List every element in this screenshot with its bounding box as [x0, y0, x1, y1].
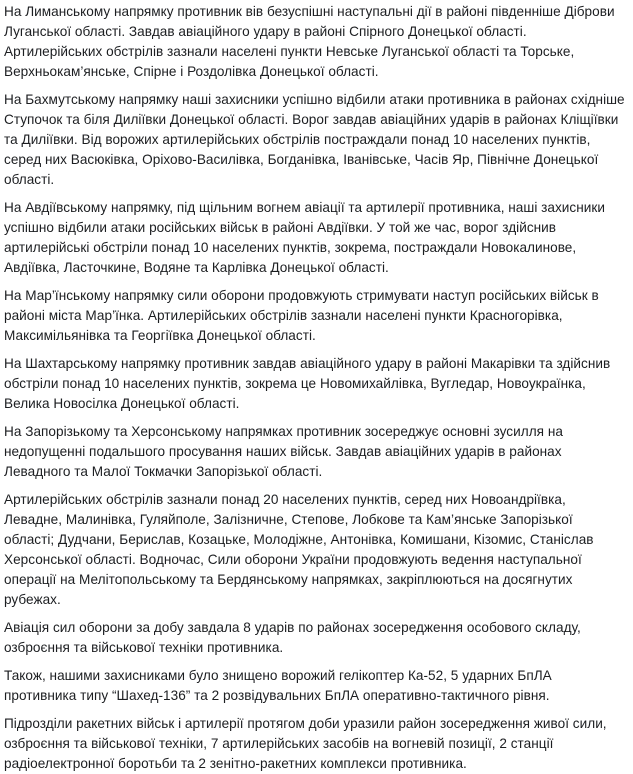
paragraph-lyman: На Лиманському напрямку противник вів безуспішні наступальні дії в районі південніше Діброви Луганської області. Завдав авіаційного удару в районі Спірного Донецької області. Артилерійських обстрілів зазнали населені пункти Невське Луганської області та Торське, Верхньокам’янське, Спірне і Роздолівка Донецької області.: [4, 4, 615, 79]
paragraph-shakhtarsk: На Шахтарському напрямку противник завдав авіаційного удару в районі Макарівки та здійснив обстріли понад 10 населених пунктів, зокрема це Новомихайлівка, Вугледар, Новоукраїнка, Велика Новосілка Донецької області.: [4, 356, 611, 411]
paragraph-missile-artillery: Підрозділи ракетних військ і артилерії протягом доби уразили район зосередження живої сили, озброєння та військової техніки, 7 артилерійських засобів на вогневій позиції, 2 станції радіоелектронної боротьби та 2 зенітно-ракетних комплекси противника.: [4, 716, 607, 771]
paragraph-artillery-shelling: Артилерійських обстрілів зазнали понад 20 населених пунктів, серед них Новоандріївка, Левадне, Малинівка, Гуляйполе, Залізничне, Степове, Лобкове та Кам’янське Запорізької області; Дудчани, Берислав, Козацьке, Молодіжне, Антонівка, Комишани, Кізомис, Станіслав Херсонської області. Водночас, Сили оборони України продовжують ведення наступальної операції на Мелітопольському та Бердянському напрямках, закріплюються на досягнутих рубежах.: [4, 492, 594, 607]
paragraph-bakhmut: На Бахмутському напрямку наші захисники успішно відбили атаки противника в районах східніше Ступочок та біля Диліївки Донецької області. Ворог завдав авіаційних ударів в районах Кліщіївки та Диліївки. Від ворожих артилерійських обстрілів постраждали понад 10 населених пунктів, серед них Васюківка, Оріхово-Василівка, Богданівка, Іванівське, Часів Яр, Північне Донецької області.: [4, 92, 625, 187]
paragraph-aviation: Авіація сил оборони за добу завдала 8 ударів по районах зосередження особового складу, озброєння та військової техніки противника.: [4, 620, 581, 655]
paragraph-air-defense: Також, нашими захисниками було знищено ворожий гелікоптер Ка-52, 5 ударних БпЛА противника типу “Шахед-136” та 2 розвідувальних БпЛА оперативно-тактичного рівня.: [4, 668, 552, 703]
paragraph-marinka: На Мар’їнському напрямку сили оборони продовжують стримувати наступ російських військ в районі міста Мар’їнка. Артилерійських обстрілів зазнали населені пункти Красногорівка, Максимільянівка та Георгіївка Донецької області.: [4, 288, 599, 343]
paragraph-avdiivka: На Авдіївському напрямку, під щільним вогнем авіації та артилерії противника, наші захисники успішно відбили атаки російських військ в районі Авдіївки. У той же час, ворог здійснив артилерійські обстріли понад 10 населених пунктів, зокрема, постраждали Новокалинове, Авдіївка, Ласточкине, Водяне та Карлівка Донецької області.: [4, 200, 605, 275]
paragraph-zaporizhzhia-kherson: На Запорізькому та Херсонському напрямках противник зосереджує основні зусилля на недопущенні подальшого просування наших військ. Завдав авіаційних ударів в районах Левадного та Малої Токмачки Запорізької області.: [4, 424, 563, 479]
